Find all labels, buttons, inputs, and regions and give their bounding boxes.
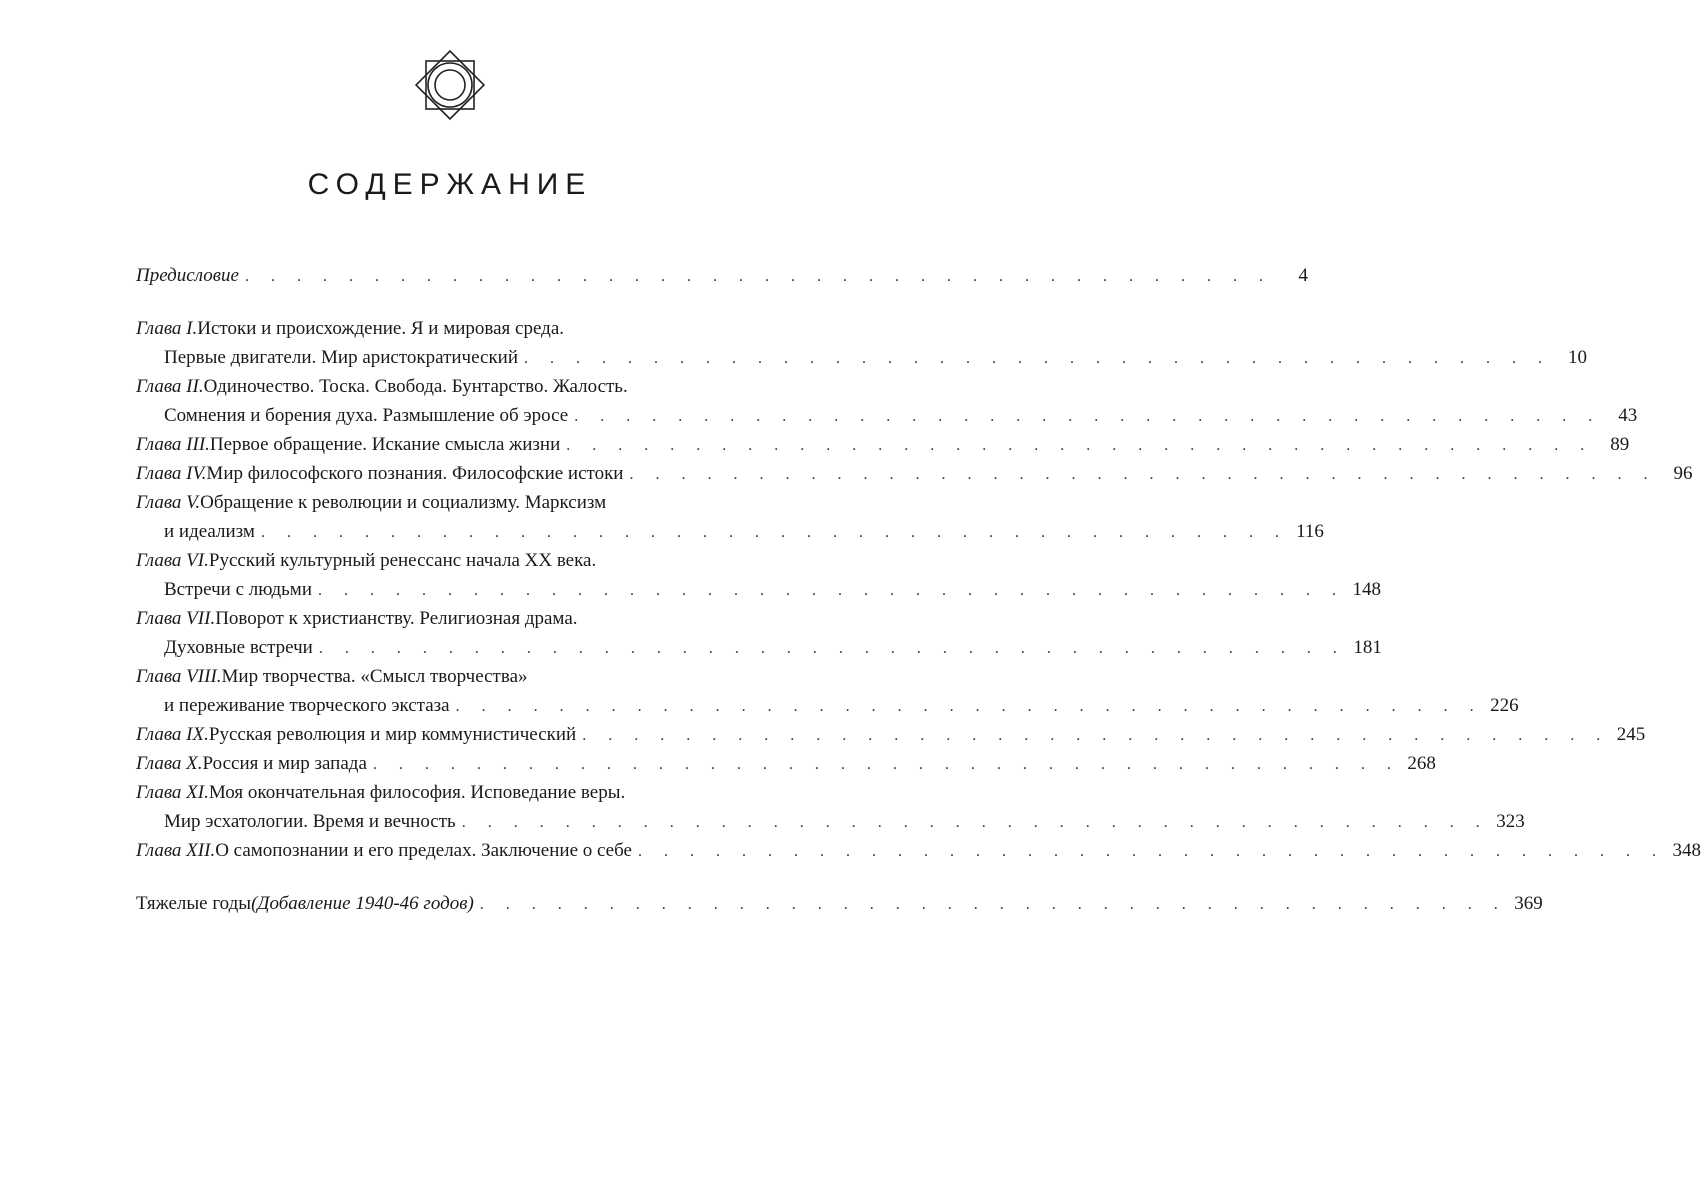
- dot-leader: . . . . . . . . . . . . . . . . . . . . . . . . . . . . . . . . . . . . . . . .: [629, 466, 1657, 483]
- toc-entry-chapter[interactable]: [136, 779, 1525, 837]
- chapter-title-continued: Мир эсхатологии. Время и вечность: [164, 811, 456, 832]
- chapter-title: Истоки и происхождение. Я и мировая среда.: [197, 318, 564, 339]
- page-number: 181: [1353, 637, 1382, 658]
- toc-entry-chapter[interactable]: [136, 605, 1382, 663]
- chapter-number: Глава IV.: [136, 463, 207, 484]
- chapter-number: Глава I.: [136, 318, 198, 339]
- chapter-number: Глава II.: [136, 376, 204, 397]
- chapter-number: Глава X.: [136, 753, 203, 774]
- page-number: 226: [1490, 695, 1519, 716]
- toc-entry-preface[interactable]: [136, 262, 1308, 291]
- dot-leader: . . . . . . . . . . . . . . . . . . . . . . . . . . . . . . . . . . . . . . . .: [318, 640, 1346, 657]
- toc-entry-chapter[interactable]: [136, 315, 1588, 373]
- page-number: 148: [1352, 579, 1381, 600]
- dot-leader: . . . . . . . . . . . . . . . . . . . . . . . . . . . . . . . . . . . . . . . .: [260, 524, 1288, 541]
- page-number: 10: [1568, 347, 1588, 368]
- chapter-title: Обращение к революции и социализму. Марксизм: [200, 492, 607, 513]
- star-octagram-ornament-icon: [405, 40, 495, 130]
- dot-leader: . . . . . . . . . . . . . . . . . . . . . . . . . . . . . . . . . . . . . . . .: [372, 756, 1400, 773]
- chapter-title: Первое обращение. Искание смысла жизни: [209, 434, 561, 455]
- page-number: 268: [1407, 753, 1436, 774]
- chapter-title-continued: и идеализм: [164, 521, 255, 542]
- chapter-number: Глава VII.: [136, 608, 216, 629]
- chapter-title: Одиночество. Тоска. Свобода. Бунтарство. Жалость.: [203, 376, 628, 397]
- dot-leader: . . . . . . . . . . . . . . . . . . . . . . . . . . . . . . . . . . . . . . . .: [524, 350, 1552, 367]
- toc-entry-chapter[interactable]: [136, 547, 1381, 605]
- chapter-title: Русская революция и мир коммунистический: [208, 724, 577, 745]
- page-number: 323: [1496, 811, 1525, 832]
- chapter-title-continued: Первые двигатели. Мир аристократический: [164, 347, 519, 368]
- chapter-title: Мир философского познания. Философские истоки: [206, 463, 624, 484]
- chapter-number: Глава XII.: [136, 840, 216, 861]
- chapter-number: Глава XI.: [136, 782, 209, 803]
- toc-entry-chapter[interactable]: [136, 489, 1324, 547]
- chapter-number: Глава VI.: [136, 550, 209, 571]
- chapter-number: Глава VIII.: [136, 666, 222, 687]
- toc-entry-chapter[interactable]: [136, 663, 1519, 721]
- dot-leader: . . . . . . . . . . . . . . . . . . . . . . . . . . . . . . . . . . . . . . . .: [582, 727, 1610, 744]
- dot-leader: . . . . . . . . . . . . . . . . . . . . . . . . . . . . . . . . . . . . . . . .: [318, 582, 1345, 599]
- entry-subtitle: (Добавление 1940-46 годов): [251, 893, 474, 914]
- chapter-title: Поворот к христианству. Религиозная драма.: [215, 608, 578, 629]
- page-number: 43: [1618, 405, 1638, 426]
- chapter-title-continued: Встречи с людьми: [164, 579, 312, 600]
- chapter-title: Русский культурный ренессанс начала XX века.: [208, 550, 597, 571]
- dot-leader: . . . . . . . . . . . . . . . . . . . . . . . . . . . . . . . . . . . . . . . .: [637, 843, 1665, 860]
- dot-leader: . . . . . . . . . . . . . . . . . . . . . . . . . . . . . . . . . . . . . . . .: [479, 896, 1507, 913]
- chapter-title-continued: Духовные встречи: [164, 637, 313, 658]
- page-number: 89: [1610, 434, 1630, 455]
- page-number: 369: [1514, 893, 1543, 914]
- dot-leader: . . . . . . . . . . . . . . . . . . . . . . . . . . . . . . . . . . . . . . . .: [574, 408, 1602, 425]
- toc-entry-hard-years[interactable]: [136, 890, 1543, 919]
- toc-entry-chapter[interactable]: [136, 431, 1630, 460]
- chapter-title: Россия и мир запада: [202, 753, 367, 774]
- chapter-title: О самопознании и его пределах. Заключение о себе: [215, 840, 632, 861]
- page-number: 116: [1296, 521, 1324, 542]
- toc-entry-chapter[interactable]: [136, 837, 1701, 866]
- page-number: 4: [1298, 265, 1308, 286]
- chapter-title: Моя окончательная философия. Исповедание веры.: [208, 782, 626, 803]
- dot-leader: . . . . . . . . . . . . . . . . . . . . . . . . . . . . . . . . . . . . . . . .: [455, 698, 1483, 715]
- chapter-number: Глава V.: [136, 492, 201, 513]
- dot-leader: . . . . . . . . . . . . . . . . . . . . . . . . . . . . . . . . . . . . . . . .: [244, 268, 1272, 285]
- chapter-title: Мир творчества. «Смысл творчества»: [221, 666, 528, 687]
- entry-title: Тяжелые годы: [136, 893, 252, 914]
- toc-entry-chapter[interactable]: [136, 373, 1638, 431]
- table-of-contents: [136, 262, 1701, 919]
- toc-entry-chapter[interactable]: [136, 460, 1693, 489]
- toc-entry-chapter[interactable]: [136, 750, 1436, 779]
- chapter-number: Глава IX.: [136, 724, 209, 745]
- chapter-number: Глава III.: [136, 434, 210, 455]
- toc-entry-chapter[interactable]: [136, 721, 1646, 750]
- dot-leader: . . . . . . . . . . . . . . . . . . . . . . . . . . . . . . . . . . . . . . . .: [461, 814, 1489, 831]
- chapter-title-continued: и переживание творческого экстаза: [164, 695, 450, 716]
- chapter-title-continued: Сомнения и борения духа. Размышление об эросе: [164, 405, 569, 426]
- dot-leader: . . . . . . . . . . . . . . . . . . . . . . . . . . . . . . . . . . . . . . . .: [566, 437, 1594, 454]
- entry-title: Предисловие: [136, 265, 239, 286]
- page-number: 348: [1672, 840, 1701, 861]
- page-number: 96: [1673, 463, 1693, 484]
- page-title: СОДЕРЖАНИЕ: [307, 168, 593, 201]
- page-number: 245: [1616, 724, 1646, 745]
